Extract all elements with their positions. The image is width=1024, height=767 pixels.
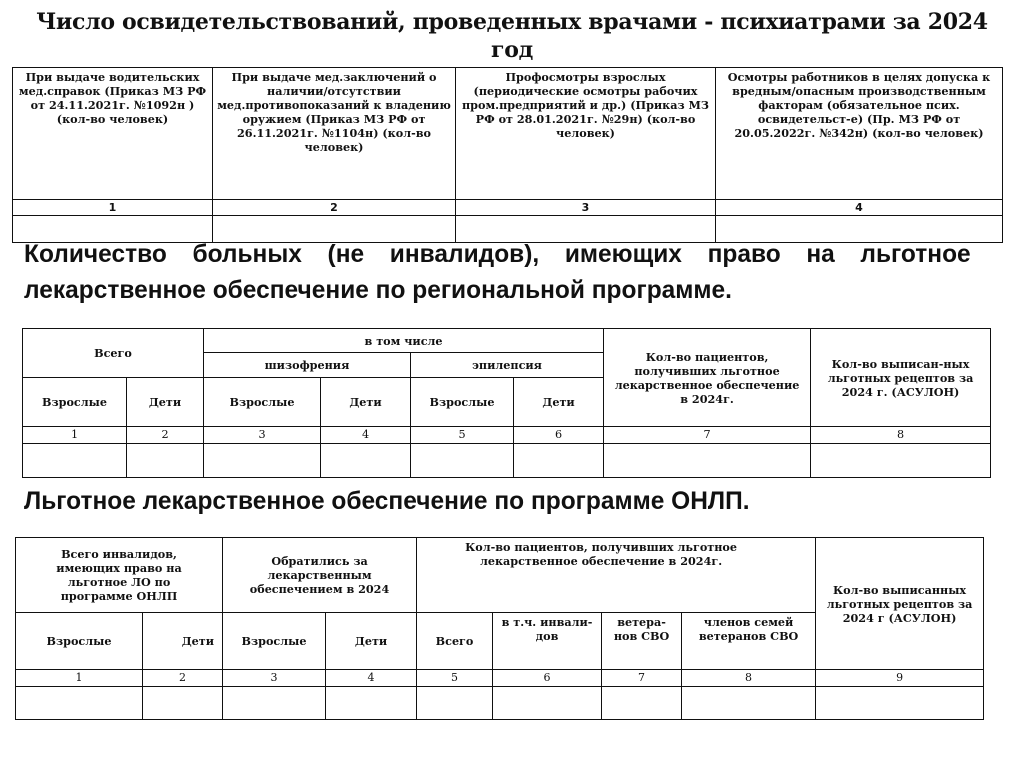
value-cell[interactable] xyxy=(23,444,127,478)
page-title-line1: Число освидетельствований, проведенных врачами - психиатрами за 2024 xyxy=(36,9,988,35)
section-heading-onlp: Льготное лекарственное обеспечение по программе ОНЛП. xyxy=(24,487,750,515)
value-cell[interactable] xyxy=(143,687,223,720)
column-number: 7 xyxy=(602,670,682,687)
column-number: 3 xyxy=(456,200,716,216)
header-disabled-total: Всего инвалидов, имеющих право на льготное ЛО по программе ОНЛП xyxy=(16,538,223,613)
column-number: 6 xyxy=(514,427,604,444)
psychiatric-exams-table xyxy=(12,67,1003,243)
header-svo-family: членов семей ветеранов СВО xyxy=(682,613,816,670)
header-epilepsy: эпилепсия xyxy=(411,353,604,378)
value-cell[interactable] xyxy=(811,444,991,478)
column-number: 1 xyxy=(13,200,213,216)
header-children: Дети xyxy=(514,378,604,427)
column-number: 1 xyxy=(16,670,143,687)
onlp-program-table xyxy=(15,537,984,720)
column-number: 2 xyxy=(127,427,204,444)
value-cell[interactable] xyxy=(16,687,143,720)
value-cell[interactable] xyxy=(127,444,204,478)
header-incl-disabled: в т.ч. инвали- дов xyxy=(493,613,602,670)
header-children: Дети xyxy=(321,378,411,427)
column-number: 5 xyxy=(411,427,514,444)
header-adults: Взрослые xyxy=(204,378,321,427)
table-row xyxy=(23,444,991,478)
header-prescriptions: Кол-во выписанных льготных рецептов за 2024 г (АСУЛОН) xyxy=(816,538,984,670)
page-title xyxy=(0,8,1024,64)
column-number: 6 xyxy=(493,670,602,687)
header-driver-certificates: При выдаче водительских мед.справок (Приказ МЗ РФ от 24.11.2021г. №1092н ) (кол-во человек) xyxy=(13,68,213,200)
value-cell[interactable] xyxy=(326,687,417,720)
header-adults: Взрослые xyxy=(16,613,143,670)
value-cell[interactable] xyxy=(493,687,602,720)
header-hazard-exams: Осмотры работников в целях допуска к вредным/опасным производственным факторам (обязательное псих. освидетельст-е) (Пр. МЗ РФ от 20.05.2022г. №342н) (кол-во человек) xyxy=(716,68,1003,200)
value-cell[interactable] xyxy=(602,687,682,720)
header-patients-received: Кол-во пациентов, получивших льготное лекарственное обеспечение в 2024г. xyxy=(604,329,811,427)
column-number: 2 xyxy=(143,670,223,687)
column-number: 9 xyxy=(816,670,984,687)
value-cell[interactable] xyxy=(223,687,326,720)
column-number: 3 xyxy=(223,670,326,687)
value-cell[interactable] xyxy=(816,687,984,720)
value-cell[interactable] xyxy=(204,444,321,478)
value-cell[interactable] xyxy=(604,444,811,478)
column-number: 1 xyxy=(23,427,127,444)
header-children: Дети xyxy=(143,613,223,670)
value-cell[interactable] xyxy=(321,444,411,478)
column-number: 4 xyxy=(321,427,411,444)
column-number: 8 xyxy=(682,670,816,687)
header-including: в том числе xyxy=(204,329,604,353)
column-number: 7 xyxy=(604,427,811,444)
column-number: 4 xyxy=(716,200,1003,216)
header-adults: Взрослые xyxy=(411,378,514,427)
header-adult-checkups: Профосмотры взрослых (периодические осмотры рабочих пром.предприятий и др.) (Приказ МЗ РФ от 28.01.2021г. №29н) (кол-во человек) xyxy=(456,68,716,200)
regional-program-table xyxy=(22,328,991,478)
header-svo-veterans: ветера- нов СВО xyxy=(602,613,682,670)
header-all: Всего xyxy=(417,613,493,670)
table-row xyxy=(16,687,984,720)
header-patients-received: Кол-во пациентов, получивших льготное лекарственное обеспечение в 2024г. xyxy=(417,538,816,613)
value-cell[interactable] xyxy=(682,687,816,720)
header-applied: Обратились за лекарственным обеспечением в 2024 xyxy=(223,538,417,613)
header-adults: Взрослые xyxy=(223,613,326,670)
page-title-line2: год xyxy=(491,37,533,63)
value-cell[interactable] xyxy=(514,444,604,478)
header-total: Всего xyxy=(23,329,204,378)
value-cell[interactable] xyxy=(417,687,493,720)
column-number: 5 xyxy=(417,670,493,687)
header-children: Дети xyxy=(127,378,204,427)
header-adults: Взрослые xyxy=(23,378,127,427)
column-number: 8 xyxy=(811,427,991,444)
section-heading-regional: Количество больных (не инвалидов), имеющих право на льготное лекарственное обеспечение по региональной программе. xyxy=(24,240,971,304)
header-prescriptions: Кол-во выписан-ных льготных рецептов за 2024 г. (АСУЛОН) xyxy=(811,329,991,427)
header-children: Дети xyxy=(326,613,417,670)
header-weapon-certificates: При выдаче мед.заключений о наличии/отсутствии мед.противопоказаний к владению оружием (Приказ МЗ РФ от 26.11.2021г. №1104н) (кол-во человек) xyxy=(213,68,456,200)
column-number: 2 xyxy=(213,200,456,216)
column-number: 4 xyxy=(326,670,417,687)
value-cell[interactable] xyxy=(411,444,514,478)
column-number: 3 xyxy=(204,427,321,444)
header-schizophrenia: шизофрения xyxy=(204,353,411,378)
